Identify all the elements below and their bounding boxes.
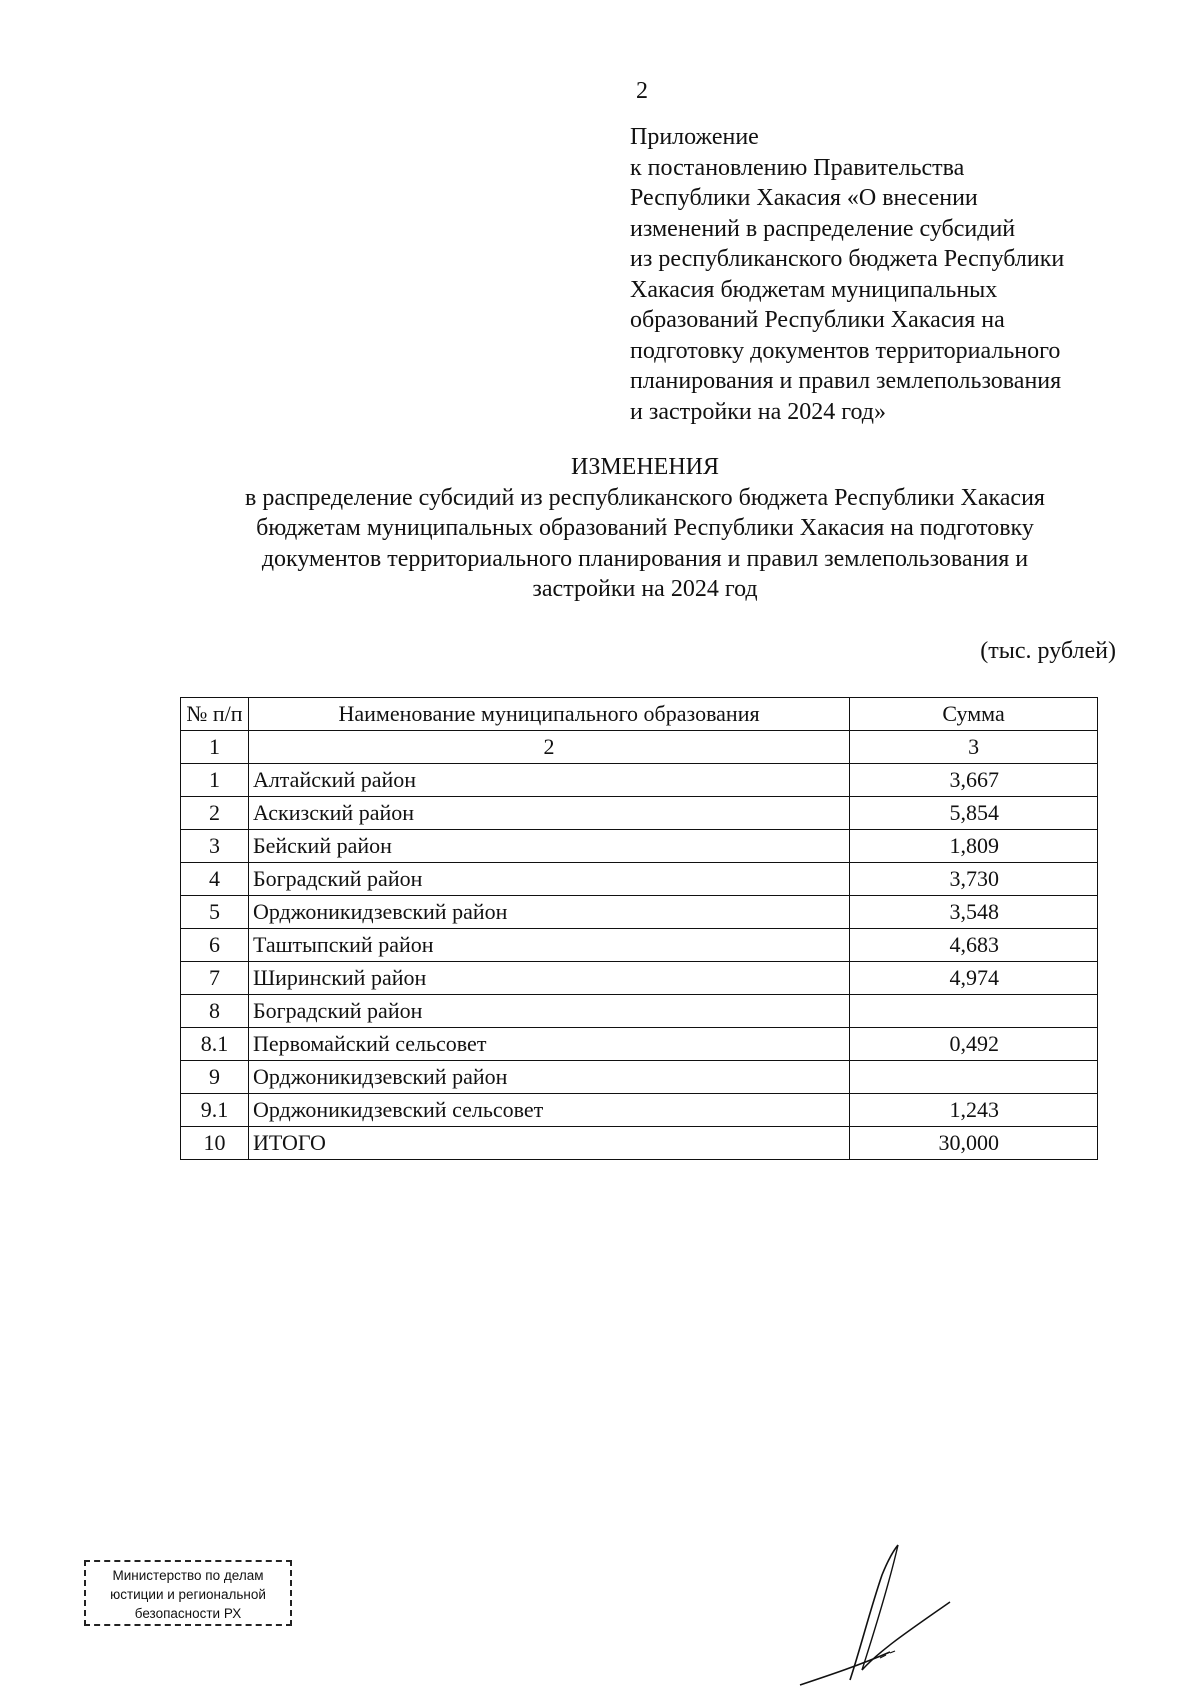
table-row — [181, 1094, 1098, 1127]
subsidy-amount: 1,243 — [850, 1094, 1098, 1127]
table-row — [181, 797, 1098, 830]
row-number: 8.1 — [181, 1028, 249, 1061]
distribution-table — [180, 697, 1098, 1160]
municipality-name: Аскизский район — [248, 797, 849, 830]
row-number: 2 — [181, 797, 249, 830]
municipality-name: Бейский район — [248, 830, 849, 863]
appendix-line: и застройки на 2024 год» — [630, 398, 887, 425]
appendix-line: Приложение — [630, 124, 759, 150]
municipality-name: Боградский район — [248, 863, 849, 896]
row-number: 6 — [181, 929, 249, 962]
appendix-header — [630, 122, 1170, 427]
municipality-name: Орджоникидзевский район — [248, 896, 849, 929]
table-total-row — [181, 1127, 1098, 1160]
total-amount: 30,000 — [850, 1127, 1098, 1160]
municipality-name: Таштыпский район — [248, 929, 849, 962]
appendix-line: к постановлению Правительства — [630, 154, 965, 181]
subtitle-line: документов территориального планирования и правил землепользования и — [261, 545, 1029, 572]
subsidy-amount: 0,492 — [850, 1028, 1098, 1061]
subtitle-line: в распределение субсидий из республиканского бюджета Республики Хакасия — [245, 484, 1045, 511]
subsidy-amount — [850, 1061, 1098, 1094]
document-title: ИЗМЕНЕНИЯ — [570, 454, 720, 480]
table-row — [181, 962, 1098, 995]
subsidy-amount: 4,974 — [850, 962, 1098, 995]
header-sum: Сумма — [850, 698, 1098, 731]
row-number: 8 — [181, 995, 249, 1028]
row-number: 1 — [181, 764, 249, 797]
row-number: 9 — [181, 1061, 249, 1094]
column-number: 1 — [181, 731, 249, 764]
appendix-line: образований Республики Хакасия на — [630, 307, 1005, 333]
subtitle-line: застройки на 2024 год — [532, 576, 758, 602]
municipality-name: Алтайский район — [248, 764, 849, 797]
table-row — [181, 764, 1098, 797]
table-row — [181, 863, 1098, 896]
municipality-name: Ширинский район — [248, 962, 849, 995]
table-row — [181, 995, 1098, 1028]
subsidy-amount: 3,730 — [850, 863, 1098, 896]
row-number: 3 — [181, 830, 249, 863]
subtitle-line: бюджетам муниципальных образований Республики Хакасия на подготовку — [256, 515, 1034, 541]
row-number: 4 — [181, 863, 249, 896]
header-name: Наименование муниципального образования — [248, 698, 849, 731]
appendix-line: подготовку документов территориального — [630, 337, 1061, 364]
table-row — [181, 1028, 1098, 1061]
table-row — [181, 929, 1098, 962]
appendix-line: изменений в распределение субсидий — [630, 215, 1016, 242]
page-number: 2 — [636, 78, 648, 104]
row-number: 10 — [181, 1127, 249, 1160]
header-number: № п/п — [181, 698, 249, 731]
municipality-name: Первомайский сельсовет — [248, 1028, 849, 1061]
table-row — [181, 1061, 1098, 1094]
column-number: 3 — [850, 731, 1098, 764]
column-numbers-row — [181, 731, 1098, 764]
appendix-line: из республиканского бюджета Республики — [630, 246, 1065, 272]
handwritten-signature — [790, 1540, 970, 1690]
municipality-name: Боградский район — [248, 995, 849, 1028]
appendix-line: планирования и правил землепользования — [630, 368, 1062, 394]
table-row — [181, 896, 1098, 929]
column-number: 2 — [248, 731, 849, 764]
row-number: 9.1 — [181, 1094, 249, 1127]
table-row — [181, 830, 1098, 863]
municipality-name: Орджоникидзевский район — [248, 1061, 849, 1094]
subsidy-amount: 1,809 — [850, 830, 1098, 863]
stamp-line: безопасности РХ — [134, 1606, 242, 1621]
ministry-stamp — [84, 1560, 292, 1626]
municipality-name: Орджоникидзевский сельсовет — [248, 1094, 849, 1127]
units-label: (тыс. рублей) — [980, 638, 1116, 664]
total-label: ИТОГО — [248, 1127, 849, 1160]
appendix-line: Республики Хакасия «О внесении — [630, 185, 978, 211]
table-header-row — [181, 698, 1098, 731]
subsidy-amount: 3,667 — [850, 764, 1098, 797]
appendix-line: Хакасия бюджетам муниципальных — [630, 276, 998, 303]
stamp-line: юстиции и региональной — [110, 1587, 266, 1602]
row-number: 5 — [181, 896, 249, 929]
document-title-block — [130, 452, 1160, 605]
subsidy-amount: 3,548 — [850, 896, 1098, 929]
stamp-line: Министерство по делам — [112, 1568, 264, 1583]
subsidy-amount: 5,854 — [850, 797, 1098, 830]
subsidy-amount — [850, 995, 1098, 1028]
row-number: 7 — [181, 962, 249, 995]
subsidy-amount: 4,683 — [850, 929, 1098, 962]
